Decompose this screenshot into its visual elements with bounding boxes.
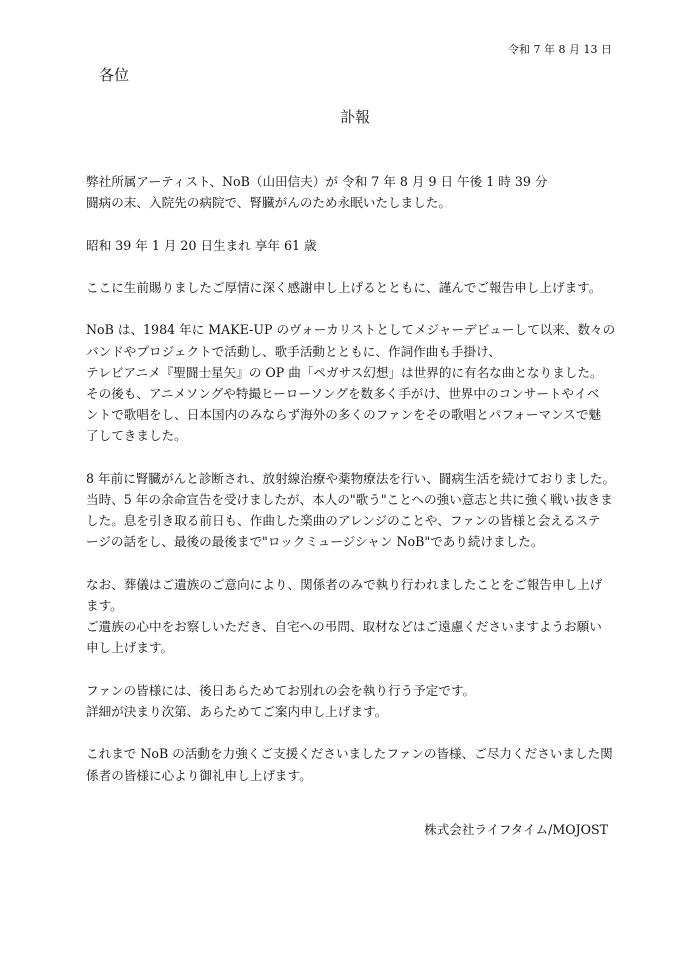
text-line: これまで NoB の活動を力強くご支援くださいましたファンの皆様、ご尽力くださいました関 <box>86 746 613 762</box>
text-line: 昭和 39 年 1 月 20 日生まれ 享年 61 歳 <box>86 237 317 253</box>
paragraph-career <box>86 319 616 446</box>
text-line: バンドやプロジェクトで活動し、歌手活動とともに、作詞作曲も手掛け、 <box>86 343 501 359</box>
paragraph-gratitude <box>86 277 610 298</box>
text-line: 了してきました。 <box>86 428 187 444</box>
text-line: テレビアニメ『聖闘士星矢』の OP 曲「ペガサス幻想」は世界的に有名な曲となりました。 <box>86 364 603 380</box>
paragraph-funeral <box>86 574 610 659</box>
document-date: 令和 7 年 8 月 13 日 <box>508 43 612 56</box>
text-line: した。息を引き取る前日も、作曲した楽曲のアレンジのことや、ファンの皆様と会えるステ <box>86 513 601 529</box>
document-body <box>86 171 616 807</box>
text-line: ージの話をし、最後の最後まで"ロックミュージシャン NoB"であり続けました。 <box>86 534 544 550</box>
document-title: 訃報 <box>339 108 370 126</box>
signature: 株式会社ライフタイム/MOJOST <box>424 822 608 837</box>
paragraph-announcement <box>86 171 610 213</box>
paragraph-farewell-event <box>86 680 610 722</box>
paragraph-birth-age <box>86 235 610 256</box>
text-line: 弊社所属アーティスト、NoB（山田信夫）が 令和 7 年 8 月 9 日 午後 1 時 39 分 <box>86 174 548 189</box>
text-line: ファンの皆様には、後日あらためてお別れの会を執り行う予定です。 <box>86 682 476 698</box>
text-line: ントで歌唱をし、日本国内のみならず海外の多くのファンをその歌唱とパフォーマンスで魅 <box>86 407 602 423</box>
salutation: 各位 <box>99 66 130 84</box>
text-line: ます。 <box>86 597 123 613</box>
text-line: 詳細が決まり次第、あらためてご案内申し上げます。 <box>86 703 388 719</box>
text-line: ご遺族の心中をお察しいただき、自宅への弔問、取材などはご遠慮くださいますようお願い <box>86 619 602 635</box>
text-line: ここに生前賜りましたご厚情に深く感謝申し上げるとともに、謹んでご報告申し上げます。 <box>86 279 602 295</box>
text-line: 8 年前に腎臓がんと診断され、放射線治療や薬物療法を行い、闘病生活を続けておりました。 <box>86 470 616 486</box>
text-line: その後も、アニメソングや特撮ヒーローソングを数多く手がけ、世界中のコンサートやイベ <box>86 385 600 401</box>
text-line: 闘病の末、入院先の病院で、腎臓がんのため永眠いたしました。 <box>86 195 451 211</box>
text-line: 申し上げます。 <box>86 640 174 656</box>
text-line: なお、葬儀はご遺族のご意向により、関係者のみで執り行われましたことをご報告申し上げ <box>86 576 603 592</box>
text-line: NoB は、1984 年に MAKE-UP のヴォーカリストとしてメジャーデビューして以来、数々の <box>86 322 616 338</box>
text-line: 係者の皆様に心より御礼申し上げます。 <box>86 767 312 783</box>
paragraph-illness <box>86 468 616 553</box>
paragraph-thanks <box>86 743 613 785</box>
text-line: 当時、5 年の余命宣告を受けましたが、本人の"歌う"ことへの強い意志と共に強く戦い抜きま <box>86 491 613 507</box>
